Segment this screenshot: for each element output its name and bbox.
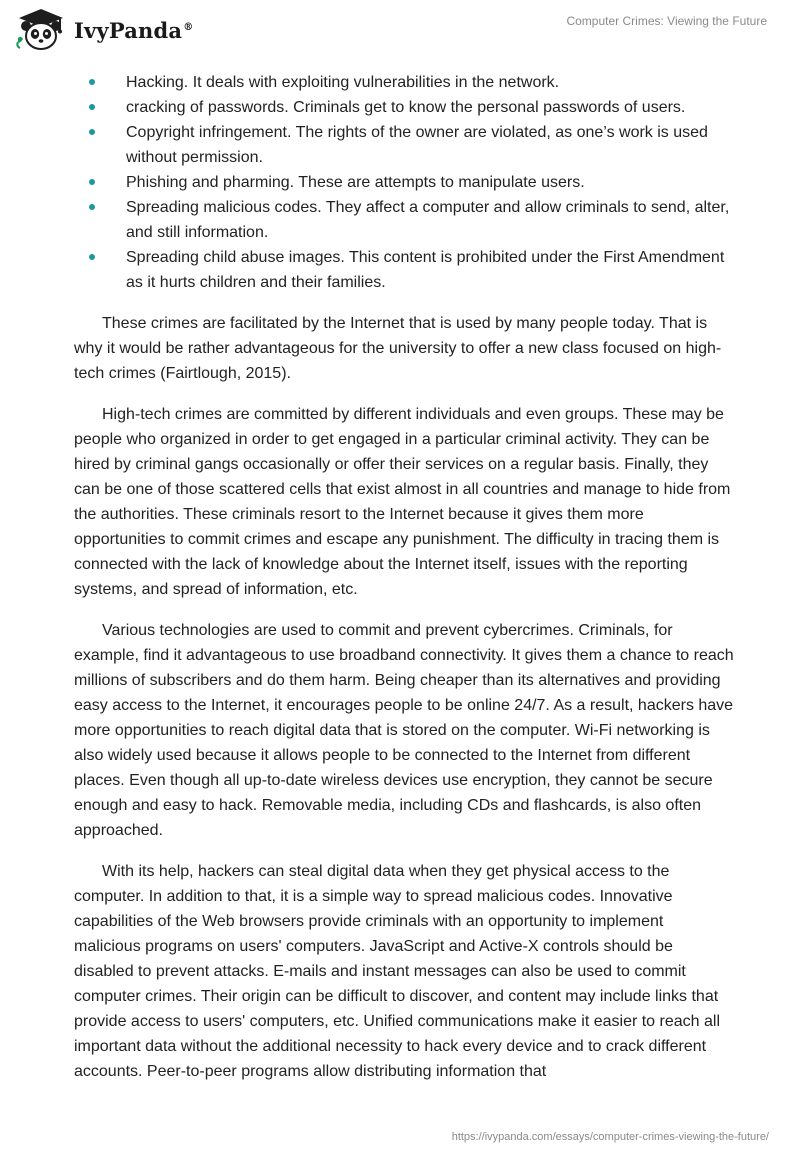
paragraph: With its help, hackers can steal digital data when they get physical access to the computer. In addition to that, it is a simple way to spread malicious codes. Innovative capabilities of the Web browsers provide criminals with an opportunity to implement malicious programs on users' computers. JavaScript and Active-X controls should be disabled to prevent attacks. E-mails and instant messages can also be used to commit computer crimes. Their origin can be difficult to discover, and content may include links that provide access to users' computers, etc. Unified communications make it easier to reach all important data without the additional necessity to hack every device and to crack different accounts. Peer-to-peer programs allow distributing information that xyxy=(74,863,720,1080)
panda-mascot-icon xyxy=(14,8,68,52)
bullet-icon xyxy=(89,104,95,110)
list-item: Spreading child abuse images. This content is prohibited under the First Amendment as it hurts children and their families. xyxy=(74,245,734,295)
bullet-icon xyxy=(89,129,95,135)
source-url-link[interactable]: https://ivypanda.com/essays/computer-crimes-viewing-the-future/ xyxy=(451,1131,769,1143)
list-item: Copyright infringement. The rights of the owner are violated, as one’s work is used without permission. xyxy=(74,120,734,170)
brand-name: IvyPanda® xyxy=(74,17,194,43)
ivypanda-logo[interactable] xyxy=(14,8,193,52)
paragraph: These crimes are facilitated by the Internet that is used by many people today. That is why it would be rather advantageous for the university to offer a new class focused on high-tech crimes (Fairtlough, 2015). xyxy=(74,315,722,382)
paragraph: Various technologies are used to commit and prevent cybercrimes. Criminals, for example, find it advantageous to use broadband connectivity. It gives them a chance to reach millions of subscribers and do them harm. Being cheaper than its alternatives and providing easy access to the Internet, it encourages people to be online 24/7. As a result, hackers have more opportunities to reach digital data that is stored on the computer. Wi-Fi networking is also widely used because it allows people to be connected to the Internet from different places. Even though all up-to-date wireless devices use encryption, they cannot be secure enough and easy to hack. Removable media, including CDs and flashcards, is also often approached. xyxy=(74,622,734,839)
crime-types-list xyxy=(74,70,734,295)
page-header xyxy=(0,0,800,62)
list-item: Hacking. It deals with exploiting vulnerabilities in the network. xyxy=(74,70,734,95)
bullet-icon xyxy=(89,179,95,185)
list-item: Spreading malicious codes. They affect a computer and allow criminals to send, alter, and still information. xyxy=(74,195,734,245)
bullet-icon xyxy=(89,79,95,85)
list-item: cracking of passwords. Criminals get to know the personal passwords of users. xyxy=(74,95,734,120)
essay-body xyxy=(74,70,734,1084)
bullet-icon xyxy=(89,254,95,260)
list-item: Phishing and pharming. These are attempts to manipulate users. xyxy=(74,170,734,195)
paragraph: High-tech crimes are committed by different individuals and even groups. These may be people who organized in order to get engaged in a particular criminal activity. They can be hired by criminal gangs occasionally or offer their services on a regular basis. Finally, they can be one of those scattered cells that exist almost in all countries and manage to hide from the authorities. These criminals resort to the Internet because it gives them more opportunities to commit crimes and escape any punishment. The difficulty in tracing them is connected with the lack of knowledge about the Internet itself, issues with the reporting systems, and spread of information, etc. xyxy=(74,406,731,598)
bullet-icon xyxy=(89,204,95,210)
document-title: Computer Crimes: Viewing the Future xyxy=(566,14,767,28)
